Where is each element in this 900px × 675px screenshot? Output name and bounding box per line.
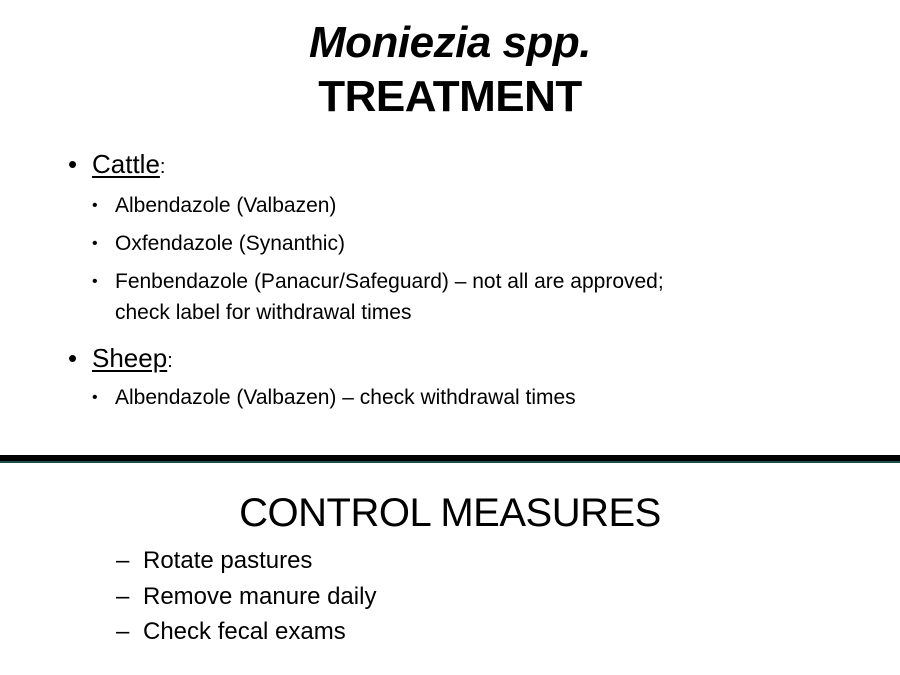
dash-icon: – <box>116 618 130 645</box>
slide-title <box>0 14 900 122</box>
bullet-icon: • <box>92 197 98 214</box>
control-item-text: Remove manure daily <box>143 583 377 610</box>
sheep-colon: : <box>167 350 173 372</box>
title-heading: TREATMENT <box>318 72 582 121</box>
bullet-icon: • <box>92 389 98 406</box>
list-item <box>92 382 792 413</box>
bullet-icon: • <box>68 343 78 373</box>
cattle-item-text: Albendazole (Valbazen) <box>115 194 337 217</box>
list-item <box>116 617 346 647</box>
list-item <box>116 546 312 576</box>
control-item-text: Check fecal exams <box>143 618 346 645</box>
bullet-icon: • <box>92 235 98 252</box>
bullet-icon: • <box>68 149 78 179</box>
cattle-item-text: Oxfendazole (Synanthic) <box>115 232 345 255</box>
cattle-item-text: Fenbendazole (Panacur/Safeguard) – not all are approved; <box>115 270 664 293</box>
title-genus: Moniezia spp. <box>309 18 591 67</box>
dash-icon: – <box>116 583 130 610</box>
sheep-label: Sheep <box>92 343 168 373</box>
cattle-item-text-continued: check label for withdrawal times <box>115 301 412 324</box>
dash-icon: – <box>116 547 130 574</box>
sheep-item-text: Albendazole (Valbazen) – check withdrawal times <box>115 386 576 409</box>
section-divider <box>0 455 900 463</box>
cattle-label: Cattle <box>92 149 160 179</box>
bullet-icon: • <box>92 273 98 290</box>
list-item <box>116 582 376 612</box>
control-measures-title: CONTROL MEASURES <box>239 491 661 535</box>
sheep-heading <box>68 342 173 377</box>
list-item <box>92 190 792 221</box>
control-item-text: Rotate pastures <box>143 547 313 574</box>
cattle-colon: : <box>159 156 166 178</box>
list-item <box>92 266 792 328</box>
list-item <box>92 228 792 259</box>
cattle-heading <box>68 148 165 183</box>
